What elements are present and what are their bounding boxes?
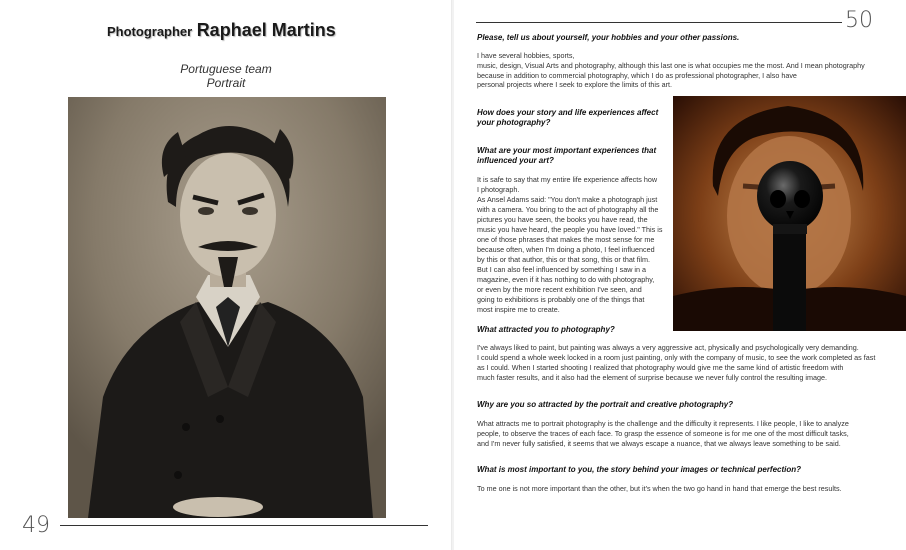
answer-5-line: people, to observe the traces of each face. To grasp the essence of someone is for me one of the most difficult tasks, <box>477 429 849 438</box>
question-2-line-2: your photography? <box>477 118 551 127</box>
answer-3-line: with a camera. You bring to the act of photography all the <box>477 205 659 214</box>
answer-1-line-2: music, design, Visual Arts and photography, although this last one is what occupies me the most. And I mean photography <box>477 61 865 70</box>
question-3-line-1: What are your most important experiences that <box>477 146 657 155</box>
page-number-right: 50 <box>845 8 873 33</box>
question-6: What is most important to you, the story behind your images or technical perfection? <box>477 465 802 474</box>
answer-3-line: by this or that author, this or that song, this or that film. <box>477 255 650 264</box>
title-prefix: Photographer <box>107 24 193 39</box>
answer-5-line: What attracts me to portrait photography is the challenge and the difficulty it represents. I like people, I like to analyze <box>477 419 849 428</box>
answer-3-line: going to exhibitions is probably one of the things that <box>477 295 645 304</box>
answer-4-line: as I could. When I started shooting I realized that photography would give me the same kind of artistic freedom with <box>477 363 844 372</box>
answer-4-line: I could spend a whole week locked in a room just painting, only with the company of music, to see the work completed as fast <box>477 353 876 362</box>
answer-4-line: much faster results, and it also had the element of surprise because we never fully control the resulting image. <box>477 373 827 382</box>
answer-4-line: I've always liked to paint, but painting was always a very aggressive act, physically and psychologically very demanding. <box>477 343 859 352</box>
answer-3-line: one of those phrases that makes the most sense for me <box>477 235 655 244</box>
portrait-photo-left <box>68 97 386 518</box>
answer-3-line: because often, when I'm doing a photo, I feel influenced <box>477 245 655 254</box>
answer-3-line: music you have heard, the people you have loved." This is <box>477 225 663 234</box>
page-title <box>107 20 336 41</box>
answer-6: To me one is not more important than the other, but it's when the two go hand in hand that emerge the best results. <box>477 484 842 493</box>
page-number-left: 49 <box>22 513 50 538</box>
answer-3-line: But I can also feel influenced by something I saw in a <box>477 265 647 274</box>
answer-1-line-3: because in addition to commercial photography, which I do as professional photographer, I also have <box>477 71 797 80</box>
footer-rule-left <box>60 525 428 526</box>
answer-1-line-4: personal projects where I seek to explore the limits of this art. <box>477 80 672 89</box>
answer-3-line: most inspire me to create. <box>477 305 560 314</box>
answer-3-line: I photograph. <box>477 185 520 194</box>
question-5: Why are you so attracted by the portrait and creative photography? <box>477 400 734 409</box>
header-rule-right <box>476 22 842 23</box>
answer-5-paragraph <box>477 419 887 449</box>
question-4: What attracted you to photography? <box>477 325 615 334</box>
answer-4-paragraph <box>477 343 887 383</box>
answer-3-line: magazine, even if it has nothing to do with photography, <box>477 275 655 284</box>
portrait-photo-right <box>673 96 906 331</box>
answer-3-line: or even by the more recent exhibition I've seen, and <box>477 285 642 294</box>
subtitle-team: Portuguese team <box>180 62 272 76</box>
answer-5-line: and I'm never fully satisfied, it seems that we always escape a nuance, that we always leave something to be said. <box>477 439 841 448</box>
question-2-line-1: How does your story and life experiences affect <box>477 108 659 117</box>
answer-3-line: pictures you have seen, the books you have read, the <box>477 215 648 224</box>
answer-3-line: It is safe to say that my entire life experience affects how <box>477 175 658 184</box>
subtitle-category: Portrait <box>206 76 246 90</box>
question-3-line-2: influenced your art? <box>477 156 554 165</box>
answer-3-line: As Ansel Adams said: "You don't make a photograph just <box>477 195 658 204</box>
answer-3-paragraph <box>477 175 672 315</box>
answer-1-line-1: I have several hobbies, sports, <box>477 51 575 60</box>
title-name: Raphael Martins <box>196 20 336 40</box>
question-1: Please, tell us about yourself, your hobbies and your other passions. <box>477 33 740 42</box>
left-page <box>0 0 452 550</box>
